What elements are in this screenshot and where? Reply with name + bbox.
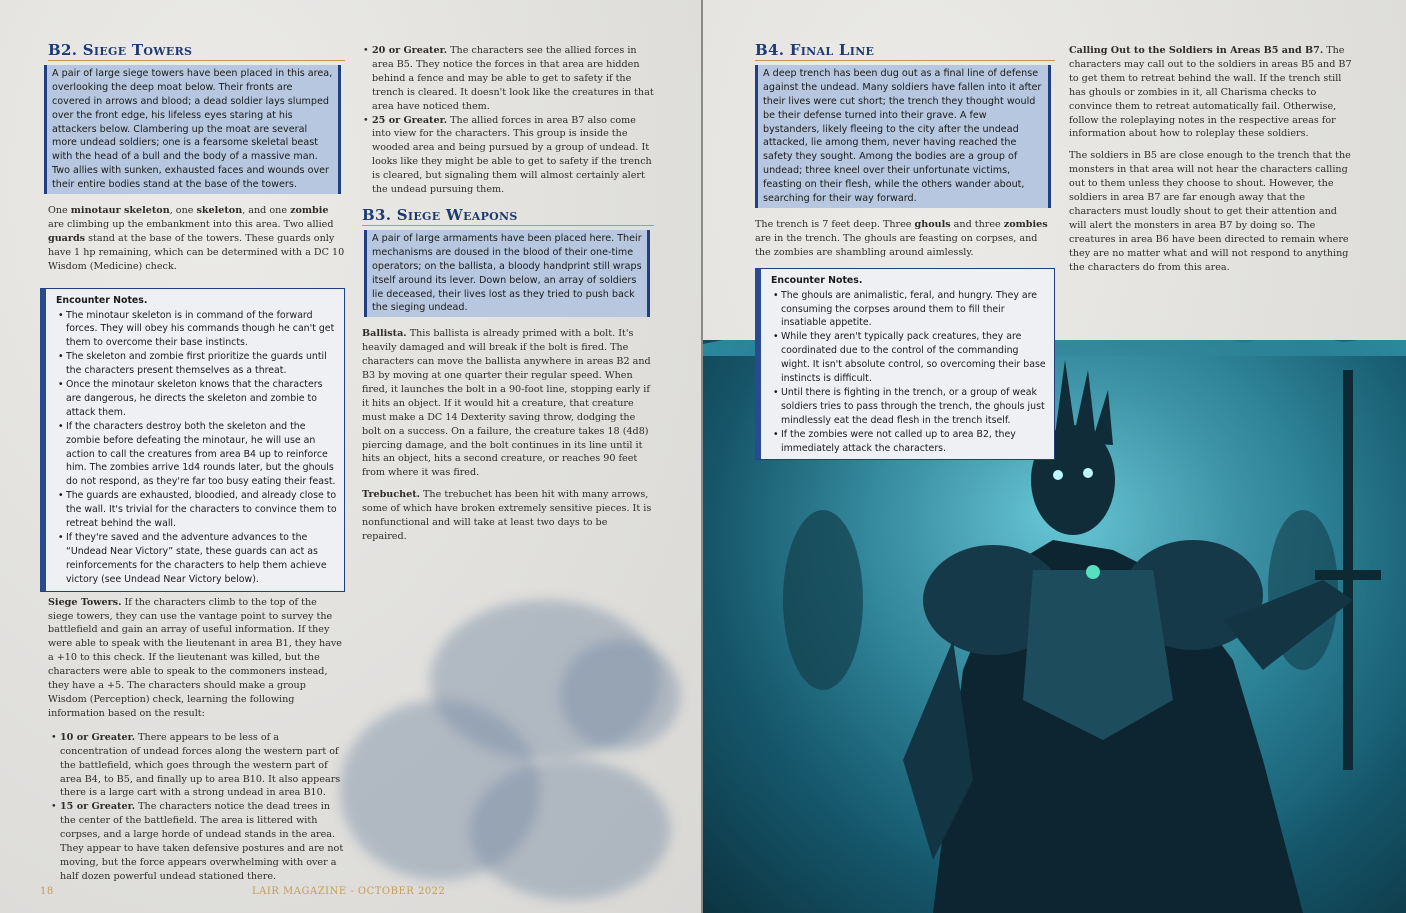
list-item: • The minotaur skeleton is in command of the forward forces. They will obey his commands though he can't get them to overcome their base instincts. [56,309,338,351]
encounter-notes-b4 [755,268,1055,461]
encounter-notes-b2 [40,288,345,592]
readaloud-box-b2: A pair of large siege towers have been placed in this area, overlooking the deep moat below. Their fronts are covered in arrows and blood; a dead soldier lays slumped over the front edge, his lifeless eyes staring at his attackers below. Clambering up the moat are several more undead soldiers; one is a fearsome skeletal beast with the head of a bull and the body of a massive man. Two allies with sunken, exhausted faces and wounds over their entire bodies stand at the base of the towers. [44,65,341,194]
list-item: • The skeleton and zombie first prioritize the guards until the characters present themselves as a threat. [56,350,338,378]
section-heading-b3: B3. Siege Weapons [362,209,654,226]
list-item: • 25 or Greater. The allied forces in area B7 also come into view for the characters. This group is inside the wooded area and being pursued by a group of undead. It looks like they might be able to get to safety if the trench is cleared, but signaling them will almost certainly alert the undead pursuing them. [362,114,654,197]
left-column-1 [40,41,345,884]
footer-title: LAIR MAGAZINE - OCTOBER 2022 [252,886,446,897]
list-item: • 10 or Greater. There appears to be less of a concentration of undead forces along the western part of the battlefield, which goes through the western part of area B4, to B5, and finally up to area B10. It also appears there is a large cart with a strong undead in area B10. [50,731,345,801]
readaloud-box-b3: A pair of large armaments have been placed here. Their mechanisms are doused in the blood of their one-time operators; on the ballista, a bloody handprint still wraps itself around its lever. Down below, an array of soldiers lie deceased, their lives lost as they tried to push back the sieging undead. [364,230,650,317]
encounter-notes-title: Encounter Notes. [771,274,863,286]
calling-out-paragraph: Calling Out to the Soldiers in Areas B5 and B7. The characters may call out to the soldiers in areas B5 and B7 to get them to retreat behind the wall. If the trench still has ghouls or zombies in it, all Charisma checks to convince them to retreat automatically fail. Otherwise, follow the roleplaying notes in the respective areas for information about how to roleplay these soldiers. [1069,45,1352,140]
right-column-2 [1069,44,1355,283]
list-item: • 15 or Greater. The characters notice the dead trees in the center of the battlefield. The area is littered with corpses, and a large horde of undead stands in the area. They appear to have taken defensive postures and are not moving, but the force appears overwhelming with over a half dozen powerful undead stationed there. [50,800,345,883]
perception-results-list-cont [362,44,654,197]
soldiers-b5-paragraph: The soldiers in B5 are close enough to the trench that the monsters in that area will not hear the characters calling out to them unless they choose to shout. However, the soldiers in area B7 are far enough away that the characters must loudly shout to get their attention and will alert the monsters in area B7 by doing so. The creatures in area B6 have been directed to remain where they are no matter what and will not respond to anything the characters do from this area. [1069,150,1351,273]
list-item: • If they're saved and the adventure advances to the “Undead Near Victory” state, these guards can act as reinforcements for the characters to help them achieve victory (see Undead Near Victory below). [56,531,338,587]
list-item: • If the zombies were not called up to area B2, they immediately attack the characters. [771,428,1048,456]
encounter-notes-list [771,289,1048,456]
list-item: • Once the minotaur skeleton knows that the characters are dangerous, he directs the skeleton and zombie to attack them. [56,378,338,420]
watercolor-stain [560,640,680,750]
readaloud-box-b4: A deep trench has been dug out as a final line of defense against the undead. Many soldiers have fallen into it after their lives were cut short; the trench they thought would be their defense turned into their grave. A few bystanders, likely fleeing to the city after the undead attacked, lie among them, never having reached the safety they sought. Among the bodies are a group of undead; three kneel over their unfortunate victims, feasting on their flesh, while the others wander about, searching for their way forward. [755,65,1051,208]
list-item: • If the characters destroy both the skeleton and the zombie before defeating the minotaur, he will use an action to call the creatures from area B4 up to reinforce him. The zombies arrive 1d4 rounds later, but the ghouls do not respond, as they're far too busy eating their feast. [56,420,338,490]
siege-towers-paragraph: Siege Towers. If the characters climb to the top of the siege towers, they can use the vantage point to survey the battlefield and gain an array of useful information. If they were able to speak with the lieutenant in area B1, they have a +10 to this check. If the lieutenant was killed, but the characters were able to speak to the commoners instead, they have a +5. The characters should make a group Wisdom (Perception) check, learning the following information based on the result: [48,596,342,719]
perception-results-list [40,731,345,884]
watercolor-stain [470,760,670,900]
b4-intro-paragraph: The trench is 7 feet deep. Three ghouls and three zombies are in the trench. The ghouls are feasting on corpses, and the zombies are shambling around aimlessly. [755,218,1048,258]
right-page [703,0,1406,913]
list-item: • Until there is fighting in the trench, or a group of weak soldiers tries to pass through the trench, the ghouls just mindlessly eat the dead flesh in the trench itself. [771,386,1048,428]
section-heading-b2: B2. Siege Towers [48,44,345,61]
list-item: • 20 or Greater. The characters see the allied forces in area B5. They notice the forces in that area are hidden behind a fence and may be able to get to safety if the trench is cleared. It doesn't look like the creatures in that area have noticed them. [362,44,654,114]
encounter-notes-title: Encounter Notes. [56,294,148,306]
trebuchet-paragraph: Trebuchet. The trebuchet has been hit with many arrows, some of which have broken extremely sensitive pieces. It is nonfunctional and will take at least two days to be repaired. [362,489,652,542]
right-column-1 [755,41,1055,460]
encounter-notes-list [56,309,338,587]
list-item: • The guards are exhausted, bloodied, and already close to the wall. It's trivial for the characters to convince them to retreat behind the wall. [56,489,338,531]
b2-intro-paragraph: One minotaur skeleton, one skeleton, and one zombie are climbing up the embankment into this area. Two allied guards stand at the base of the towers. These guards only have 1 hp remaining, which can be determined with a DC 10 Wisdom (Medicine) check. [48,205,345,272]
list-item: • The ghouls are animalistic, feral, and hungry. They are consuming the corpses around them to fill their insatiable appetite. [771,289,1048,331]
list-item: • While they aren't typically pack creatures, they are coordinated due to the control of the commanding wight. It isn't absolute control, so overcoming their base instincts is difficult. [771,330,1048,386]
page-number: 18 [40,886,54,897]
left-column-2 [362,44,654,552]
ballista-paragraph: Ballista. This ballista is already primed with a bolt. It's heavily damaged and will break if the bolt is fired. The characters can move the ballista anywhere in areas B2 and B3 by moving at one quarter their regular speed. When fired, it launches the bolt in a 90-foot line, stopping early if it hits an object. If it would hit a creature, that creature must make a DC 14 Dexterity saving throw, dodging the bolt on a success. On a failure, the creature takes 18 (4d8) piercing damage, and the bolt continues in its line until it hits an object, hits a second creature, or reaches 90 feet from where it was fired. [362,328,651,479]
section-heading-b4: B4. Final Line [755,44,1055,61]
